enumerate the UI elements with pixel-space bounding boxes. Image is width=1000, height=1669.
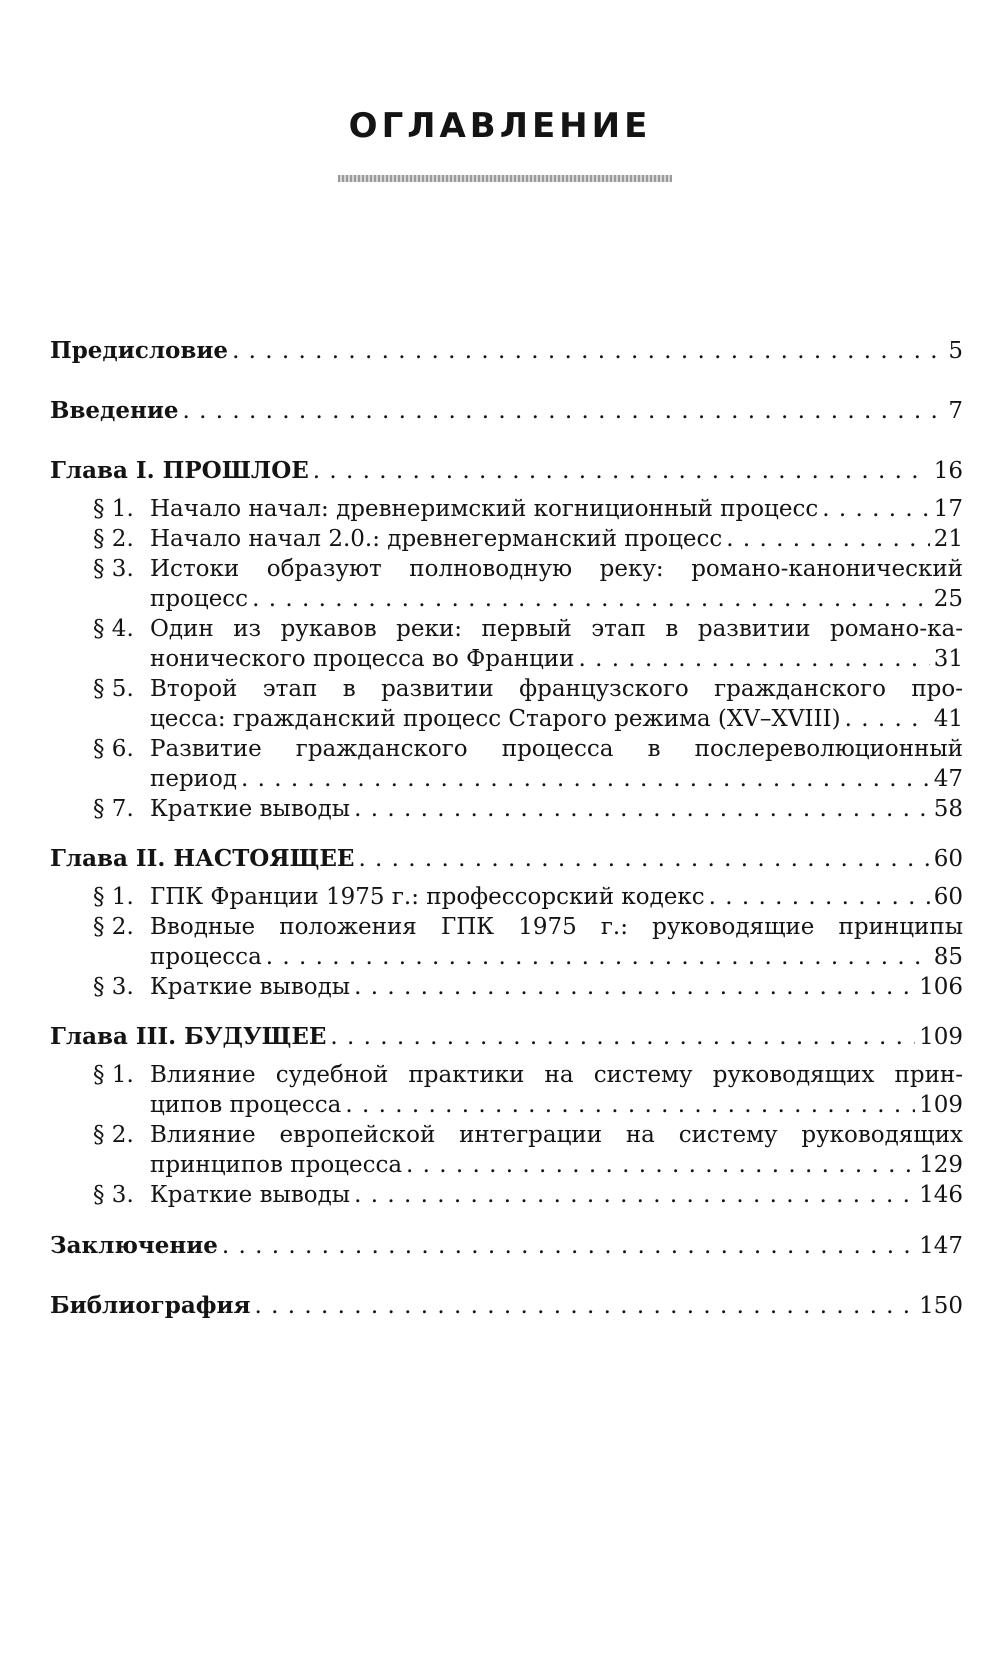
page-number: 21	[933, 526, 963, 552]
dot-leader	[252, 582, 930, 616]
entry-title: ГПК Франции 1975 г.: профессорский кодекс	[150, 884, 705, 910]
entry-title-line: Влияние судебной практики на систему руководящих прин-	[150, 1062, 963, 1088]
dot-leader	[241, 762, 930, 796]
dot-leader	[266, 940, 930, 974]
entry-title: период	[150, 766, 238, 792]
dot-leader	[822, 492, 930, 526]
dot-leader	[183, 394, 945, 428]
entry-title-line: Второй этап в развитии французского гражданского про-	[150, 676, 963, 702]
section-number: § 7.	[93, 796, 134, 822]
page-number: 7	[948, 398, 963, 424]
toc-entry-ch1-s1[interactable]	[150, 492, 963, 526]
entry-title: Краткие выводы	[150, 974, 351, 1000]
toc-entry-ch1-s7[interactable]	[150, 792, 963, 826]
dot-leader	[330, 1020, 915, 1054]
page-number: 17	[933, 496, 963, 522]
section-number: § 1.	[93, 1062, 134, 1088]
entry-title: Введение	[50, 397, 179, 424]
entry-title: Предисловие	[50, 337, 229, 364]
page-number: 109	[919, 1092, 963, 1118]
toc-entry-conclusion[interactable]	[50, 1229, 963, 1263]
section-number: § 1.	[93, 496, 134, 522]
page-number: 109	[919, 1024, 963, 1050]
page-number: 25	[933, 586, 963, 612]
page-number: 147	[919, 1233, 963, 1259]
entry-title: нонического процесса во Франции	[150, 646, 575, 672]
dot-leader	[354, 792, 930, 826]
entry-title: Заключение	[50, 1232, 218, 1259]
dot-leader	[358, 842, 929, 876]
toc-entry-ch3-s1[interactable]	[150, 1088, 963, 1122]
section-number: § 4.	[93, 616, 134, 642]
entry-title: Начало начал 2.0.: древнегерманский процесс	[150, 526, 723, 552]
dot-leader	[255, 1289, 916, 1323]
toc-entry-ch1-s3[interactable]	[150, 582, 963, 616]
section-number: § 2.	[93, 526, 134, 552]
toc-entry-bibliography[interactable]	[50, 1289, 963, 1323]
dot-leader	[345, 1088, 915, 1122]
section-number: § 1.	[93, 884, 134, 910]
toc-entry-preface[interactable]	[50, 334, 963, 368]
dot-leader	[354, 970, 915, 1004]
dot-leader	[726, 522, 929, 556]
entry-title-line: Влияние европейской интеграции на систему руководящих	[150, 1122, 963, 1148]
page-number: 47	[933, 766, 963, 792]
entry-title: принципов процесса	[150, 1152, 403, 1178]
dot-leader	[313, 454, 930, 488]
page-title: ОГЛАВЛЕНИЕ	[348, 106, 652, 146]
dot-leader	[232, 334, 944, 368]
page-number: 60	[933, 884, 963, 910]
entry-title: процесса	[150, 944, 262, 970]
section-number: § 3.	[93, 974, 134, 1000]
page-number: 85	[933, 944, 963, 970]
section-number: § 3.	[93, 556, 134, 582]
toc-entry-ch2-s2[interactable]	[150, 940, 963, 974]
dot-leader	[845, 702, 930, 736]
page-number: 146	[919, 1182, 963, 1208]
page-number: 31	[933, 646, 963, 672]
page-number: 150	[919, 1293, 963, 1319]
entry-title: процесс	[150, 586, 249, 612]
toc-entry-intro[interactable]	[50, 394, 963, 428]
section-number: § 6.	[93, 736, 134, 762]
dot-leader	[709, 880, 930, 914]
entry-title: Краткие выводы	[150, 796, 351, 822]
entry-title-line: Истоки образуют полноводную реку: романо-канонический	[150, 556, 963, 582]
entry-title-line: Один из рукавов реки: первый этап в развитии романо-ка-	[150, 616, 963, 642]
dot-leader	[222, 1229, 915, 1263]
toc-entry-ch1-s2[interactable]	[150, 522, 963, 556]
page-number: 5	[948, 338, 963, 364]
section-number: § 2.	[93, 914, 134, 940]
entry-title: Библиография	[50, 1292, 251, 1319]
page-number: 41	[933, 706, 963, 732]
entry-title: Начало начал: древнеримский когниционный процесс	[150, 496, 819, 522]
toc-entry-ch2-s3[interactable]	[150, 970, 963, 1004]
page-number: 16	[933, 458, 963, 484]
toc-entry-ch1-s5[interactable]	[150, 702, 963, 736]
entry-title: Глава II. НАСТОЯЩЕЕ	[50, 845, 355, 872]
entry-title: Глава III. БУДУЩЕЕ	[50, 1023, 327, 1050]
section-number: § 3.	[93, 1182, 134, 1208]
toc-entry-chapter-3[interactable]	[50, 1020, 963, 1054]
toc-entry-ch1-s4[interactable]	[150, 642, 963, 676]
section-number: § 5.	[93, 676, 134, 702]
page-number: 60	[933, 846, 963, 872]
entry-title-line: Развитие гражданского процесса в послереволюционный	[150, 736, 963, 762]
toc-entry-ch2-s1[interactable]	[150, 880, 963, 914]
toc-entry-ch3-s3[interactable]	[150, 1178, 963, 1212]
toc-entry-chapter-1[interactable]	[50, 454, 963, 488]
section-number: § 2.	[93, 1122, 134, 1148]
dot-leader	[406, 1148, 915, 1182]
page-number: 129	[919, 1152, 963, 1178]
dot-leader	[578, 642, 929, 676]
entry-title-line: Вводные положения ГПК 1975 г.: руководящие принципы	[150, 914, 963, 940]
page-number: 58	[933, 796, 963, 822]
toc-entry-ch3-s2[interactable]	[150, 1148, 963, 1182]
dot-leader	[354, 1178, 915, 1212]
entry-title: цесса: гражданский процесс Старого режима (XV–XVIII)	[150, 706, 841, 732]
page-number: 106	[919, 974, 963, 1000]
entry-title: ципов процесса	[150, 1092, 342, 1118]
toc-entry-ch1-s6[interactable]	[150, 762, 963, 796]
entry-title: Глава I. ПРОШЛОЕ	[50, 457, 309, 484]
toc-entry-chapter-2[interactable]	[50, 842, 963, 876]
entry-title: Краткие выводы	[150, 1182, 351, 1208]
